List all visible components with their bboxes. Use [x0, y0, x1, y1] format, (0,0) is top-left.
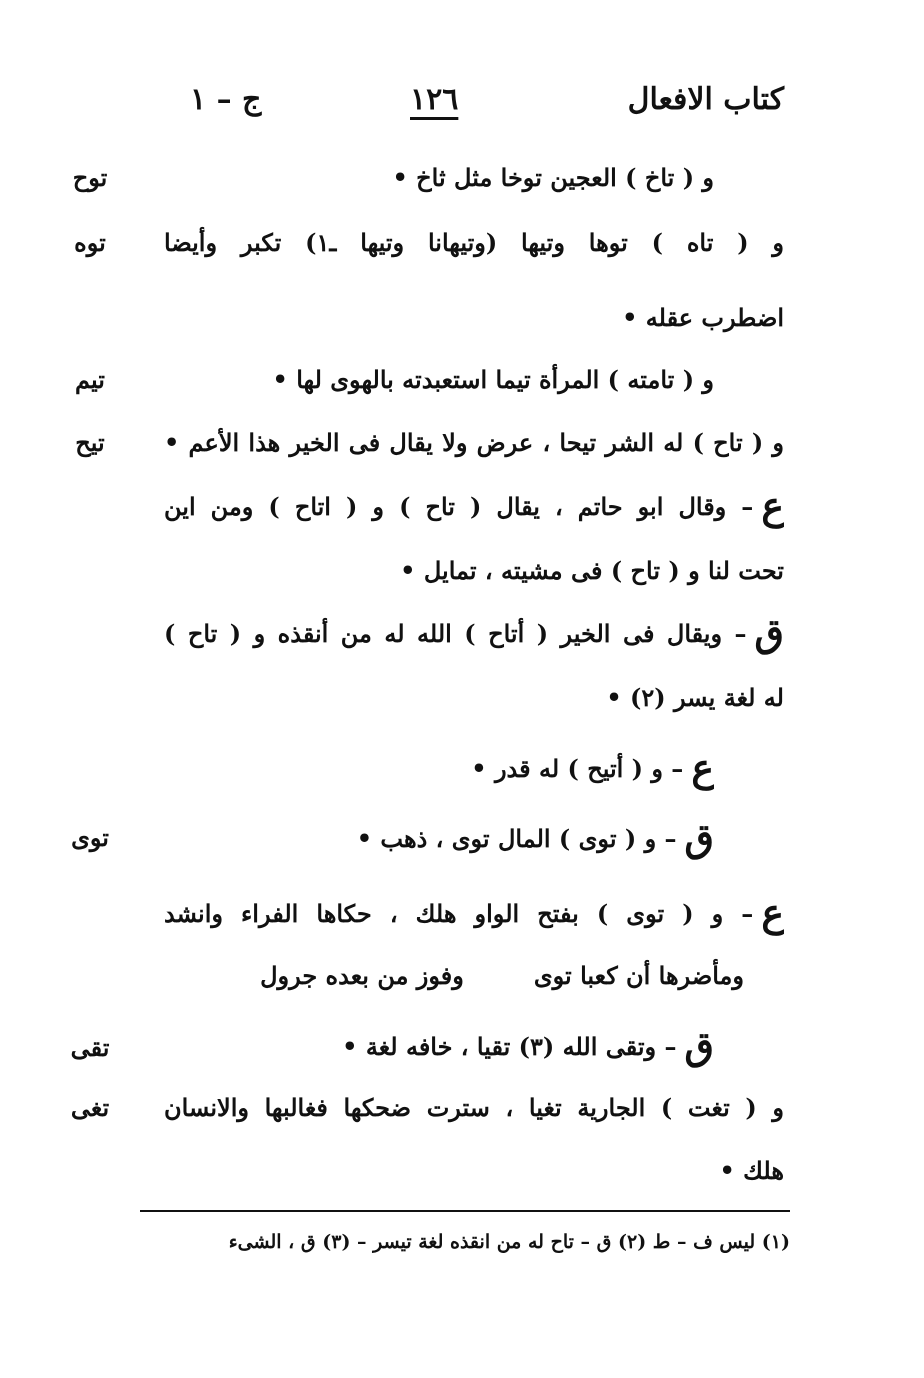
text-line: و ( تامته ) المرأة تيما استعبدته بالهوى لها • [272, 365, 714, 394]
verse-first-hemistich: ومأضرها أن كعبا توى [533, 961, 744, 990]
line-text: – و ( توى ) المال توى ، ذهب • [356, 824, 677, 853]
text-line: اضطرب عقله • [622, 303, 784, 332]
text-line [164, 740, 714, 796]
source-marker: ق [684, 1023, 714, 1068]
footnote: (١) ليس ف – ط (٢) ق – تاح له من انقذه لغة تيسر – (٣) ق ، الشىء [228, 1231, 790, 1253]
text-line: هلك • [719, 1156, 784, 1185]
margin-word: تقى [70, 1033, 110, 1062]
line-text: – و ( أتيح ) له قدر • [471, 754, 684, 783]
source-marker: ع [761, 890, 784, 935]
verse-second-hemistich: وفوز من بعده جرول [260, 961, 464, 990]
text-line [164, 605, 784, 661]
text-line [164, 478, 784, 534]
line-text: – وتقى الله (٣) تقيا ، خافه لغة • [342, 1032, 677, 1061]
text-line: له لغة يسر (٢) • [606, 683, 784, 712]
margin-word: توه [74, 228, 106, 257]
margin-word: تغى [70, 1093, 110, 1122]
text-line: و ( تغت ) الجارية تغيا ، سترت ضحكها فغالبها والانسان [164, 1093, 784, 1122]
margin-word: توح [72, 163, 108, 192]
line-text: – و ( توى ) بفتح الواو هلك ، حكاها الفراء وانشد [164, 899, 754, 928]
line-text: – ويقال فى الخير ( أتاح ) الله له من أنقذه و ( تاح ) [164, 619, 747, 648]
text-line [164, 810, 714, 866]
verse-line [184, 948, 744, 1004]
page-number: ١٢٦ [410, 82, 459, 117]
text-line: و ( تاح ) له الشر تيحا ، عرض ولا يقال فى الخير هذا الأعم • [164, 428, 784, 457]
footnote-divider [140, 1210, 790, 1212]
source-marker: ع [761, 483, 784, 528]
margin-word: تيح [75, 428, 105, 457]
margin-word: تيم [75, 365, 105, 394]
volume-label: ج – ١ [190, 82, 262, 117]
book-title: كتاب الافعال [627, 82, 784, 117]
source-marker: ق [684, 815, 714, 860]
line-text: – وقال ابو حاتم ، يقال ( تاح ) و ( اتاح ) ومن اين [164, 492, 754, 521]
text-line: تحت لنا و ( تاح ) فى مشيته ، تمايل • [400, 556, 784, 585]
text-line: و ( تاخ ) العجين توخا مثل ثاخ • [392, 163, 714, 192]
text-line [164, 885, 784, 941]
margin-word: توى [71, 823, 109, 852]
text-line [164, 1018, 714, 1074]
text-line: و ( تاه ) توها وتيها (وتيهانا وتيها ـ١) تكبر وأيضا [164, 228, 784, 257]
source-marker: ق [754, 610, 784, 655]
source-marker: ع [691, 745, 714, 790]
